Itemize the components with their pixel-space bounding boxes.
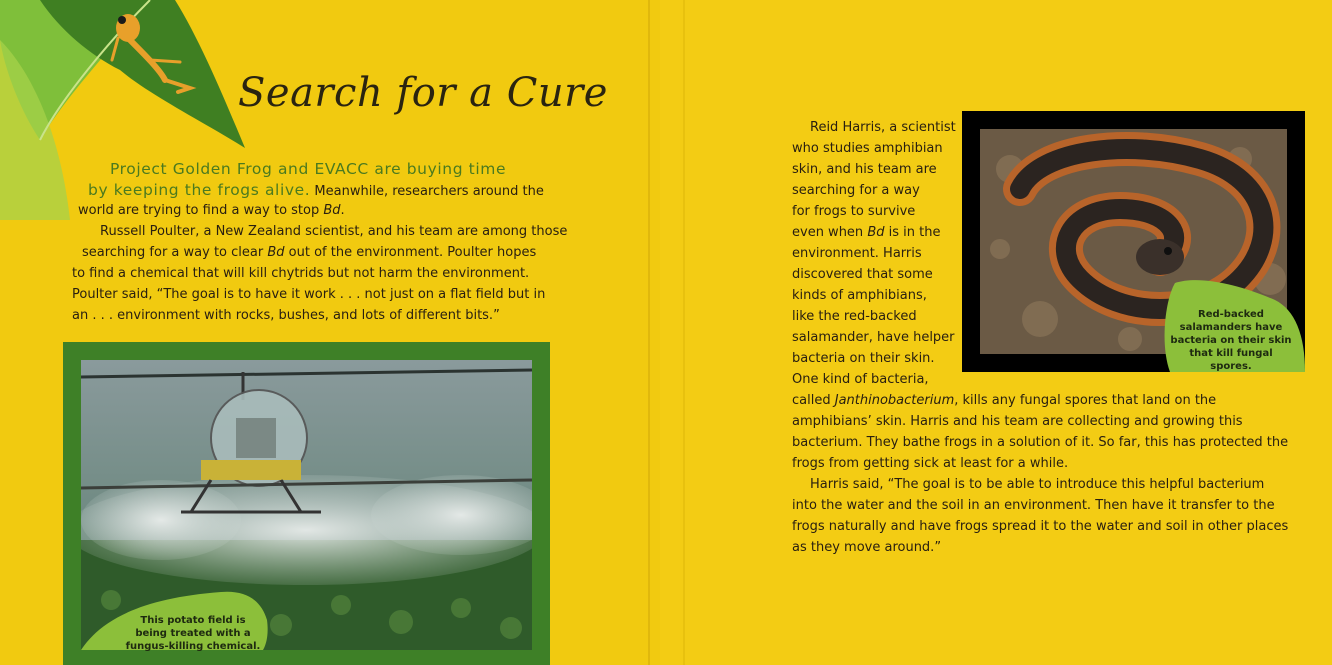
text-line xyxy=(792,140,943,158)
text-line xyxy=(78,202,345,220)
text-segment: an . . . environment with rocks, bushes, and lots of different bits.” xyxy=(72,308,500,323)
text-segment: who studies amphibian xyxy=(792,141,943,156)
text-line xyxy=(88,181,544,201)
text-line xyxy=(792,371,929,389)
page-title: Search for a Cure xyxy=(238,70,608,116)
text-line xyxy=(792,329,955,347)
text-segment: Meanwhile, researchers around the xyxy=(310,184,544,199)
text-segment: world are trying to find a way to stop xyxy=(78,203,324,218)
text-line xyxy=(792,308,917,326)
text-line xyxy=(72,307,500,325)
text-segment: Harris said, “The goal is to be able to introduce this helpful bacterium xyxy=(810,477,1265,492)
text-segment: bacterium. They bathe frogs in a solution of it. So far, this has protected the xyxy=(792,435,1289,450)
text-segment: skin, and his team are xyxy=(792,162,937,177)
text-line xyxy=(792,455,1068,473)
lead-text: by keeping the frogs alive. xyxy=(88,181,311,199)
italic-text: Bd xyxy=(267,245,285,260)
text-line xyxy=(792,413,1243,431)
text-segment: out of the environment. Poulter hopes xyxy=(284,245,537,260)
text-line xyxy=(792,434,1288,452)
text-segment: even when xyxy=(792,225,868,240)
text-segment: bacteria on their skin. xyxy=(792,351,935,366)
text-line xyxy=(72,265,529,283)
text-segment: , kills any fungal spores that land on the xyxy=(954,393,1217,408)
text-segment: is in the xyxy=(884,225,941,240)
lead-text: Project Golden Frog and EVACC are buying time xyxy=(110,160,507,178)
text-line xyxy=(792,350,935,368)
text-line xyxy=(82,244,536,262)
text-segment: as they move around.” xyxy=(792,540,942,555)
text-segment: like the red-backed xyxy=(792,309,917,324)
text-line xyxy=(792,161,937,179)
text-segment: Poulter said, “The goal is to have it work . . . not just on a flat field but in xyxy=(72,287,546,302)
italic-text: Bd xyxy=(867,225,885,240)
text-line xyxy=(792,245,922,263)
text-segment: for frogs to survive xyxy=(792,204,916,219)
photo-caption-left: This potato field is being treated with a fungus-killing chemical. xyxy=(125,615,261,652)
text-segment: kinds of amphibians, xyxy=(792,288,927,303)
text-segment: to find a chemical that will kill chytrids but not harm the environment. xyxy=(72,266,530,281)
photo-caption-right: Red-backed salamanders have bacteria on their skin that kill fungal spores. xyxy=(1170,309,1292,372)
text-segment: searching for a way xyxy=(792,183,920,198)
text-line xyxy=(810,119,956,137)
text-line xyxy=(792,518,1288,536)
italic-text: Bd xyxy=(323,203,341,218)
text-line xyxy=(792,203,915,221)
text-line xyxy=(100,223,567,241)
text-line xyxy=(792,287,927,305)
text-line xyxy=(810,476,1264,494)
text-segment: Reid Harris, a scientist xyxy=(810,120,956,135)
text-segment: frogs naturally and have frogs spread it to the water and soil in other places xyxy=(792,519,1289,534)
text-segment: environment. Harris xyxy=(792,246,922,261)
text-line xyxy=(792,182,920,200)
text-segment: frogs from getting sick at least for a while. xyxy=(792,456,1069,471)
text-segment: called xyxy=(792,393,835,408)
page-gutter xyxy=(648,0,650,665)
text-segment: One kind of bacteria, xyxy=(792,372,929,387)
page-gutter-right xyxy=(683,0,685,665)
text-line xyxy=(792,392,1216,410)
text-line xyxy=(72,286,545,304)
text-segment: amphibians’ skin. Harris and his team are collecting and growing this xyxy=(792,414,1243,429)
italic-text: Janthinobacterium xyxy=(834,393,955,408)
text-line xyxy=(792,224,940,242)
text-segment: salamander, have helper xyxy=(792,330,955,345)
text-line xyxy=(792,539,941,557)
text-segment: . xyxy=(340,203,345,218)
text-line xyxy=(792,266,933,284)
text-line xyxy=(110,160,506,180)
text-segment: into the water and the soil in an environment. Then have it transfer to the xyxy=(792,498,1275,513)
text-line xyxy=(792,497,1275,515)
text-segment: Russell Poulter, a New Zealand scientist, and his team are among those xyxy=(100,224,568,239)
text-segment: discovered that some xyxy=(792,267,933,282)
text-segment: searching for a way to clear xyxy=(82,245,268,260)
